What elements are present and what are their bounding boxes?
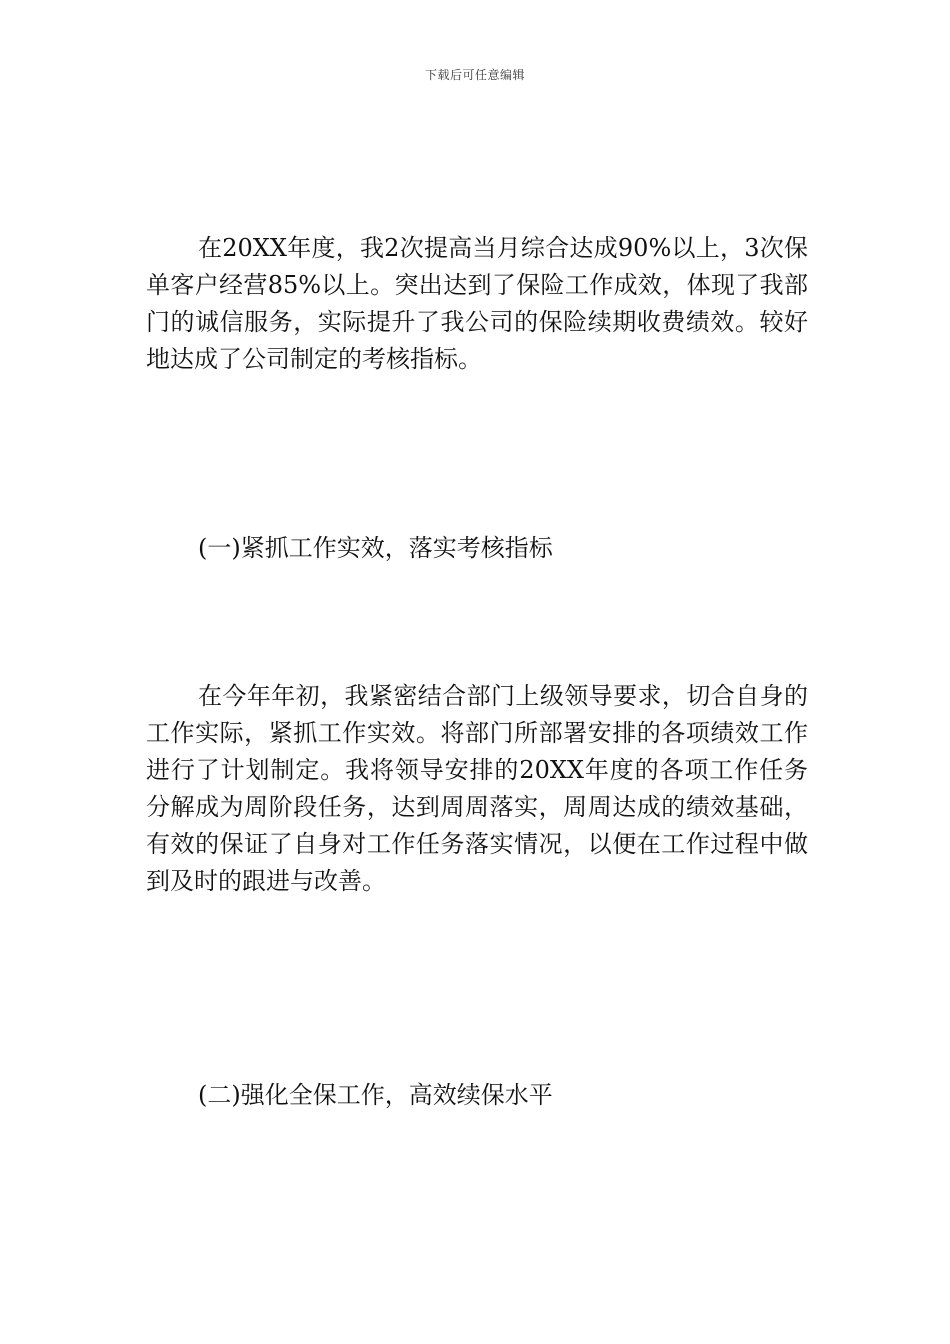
paragraph-performance-summary: 在20XX年度，我2次提高当月综合达成90%以上，3次保单客户经营85%以上。突出达到了保险工作成效，体现了我部门的诚信服务，实际提升了我公司的保险续期收费绩效。较好地达成了公司制定的考核指标。 [146,234,808,373]
header-note: 下载后可任意编辑 [424,68,525,82]
section-heading-2: (二)强化全保工作，高效续保水平 [198,1081,553,1109]
paragraph-work-plan: 在今年年初，我紧密结合部门上级领导要求，切合自身的工作实际，紧抓工作实效。将部门所部署安排的各项绩效工作进行了计划制定。我将领导安排的20XX年度的各项工作任务分解成为周阶段任务，达到周周落实，周周达成的绩效基础，有效的保证了自身对工作任务落实情况，以便在工作过程中做到及时的跟进与改善。 [146,682,808,895]
section-heading-1: (一)紧抓工作实效，落实考核指标 [198,534,553,562]
